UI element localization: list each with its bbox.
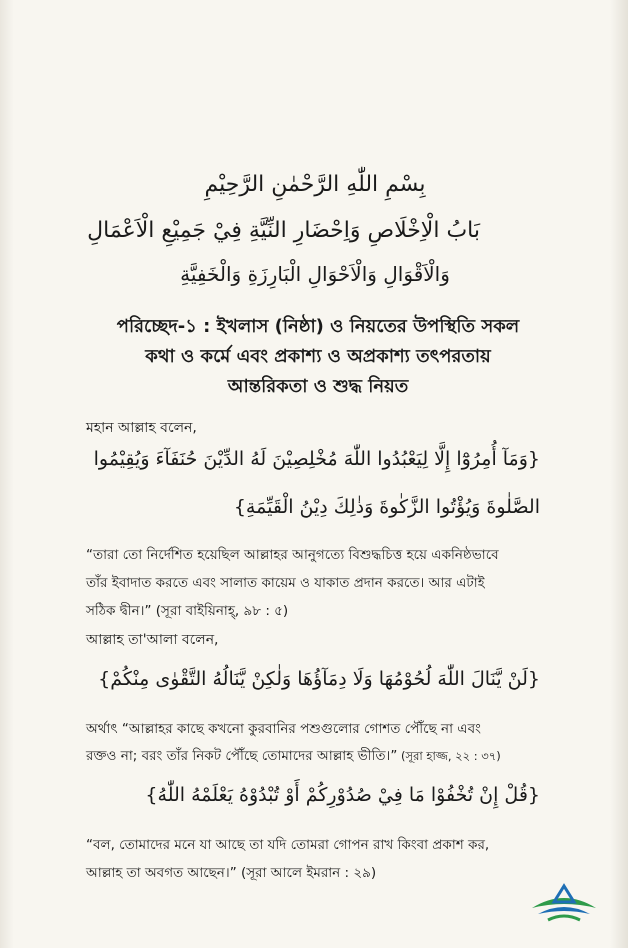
section2-translation-line-2: [86, 745, 501, 768]
section2-translation-text: রক্তও না; বরং তাঁর নিকট পৌঁছে তোমাদের আল্লাহ ভীতি।”: [86, 748, 398, 764]
section2-verse: {لَنْ يَّنَالَ اللّٰهَ لُحُوْمُهَا وَلَا دِمَآؤُهَا وَلٰكِنْ يَّنَالُهُ التَّقْوٰى مِنْكُمْ}: [98, 668, 540, 690]
section2-reference: (সূরা হাজ্জ, ২২ : ৩৭): [397, 749, 501, 763]
section1-translation-line-1: “তারা তো নির্দেশিত হয়েছিল আল্লাহর আনুগত্যে বিশুদ্ধচিত্ত হয়ে একনিষ্ঠভাবে: [86, 547, 499, 563]
publisher-logo-icon: [528, 878, 600, 928]
section2-intro: আল্লাহ তা'আলা বলেন,: [86, 632, 219, 648]
chapter-arabic-line-1: بَابُ الْاِخْلَاصِ وَاِحْضَارِ النِّيَّةِ فِيْ جَمِيْعِ الْاَعْمَالِ: [87, 218, 480, 243]
chapter-title-line-2: কথা ও কর্মে এবং প্রকাশ্য ও অপ্রকাশ্য তৎপরতায়: [145, 346, 491, 367]
section1-intro: মহান আল্লাহ বলেন,: [86, 420, 197, 436]
section1-translation-line-2: তাঁর ইবাদাত করতে এবং সালাত কায়েম ও যাকাত প্রদান করতে। আর এটাই: [86, 575, 485, 591]
bismillah: بِسْمِ اللّٰهِ الرَّحْمٰنِ الرَّحِيْمِ: [204, 172, 426, 197]
chapter-title-line-1: পরিচ্ছেদ-১ : ইখলাস (নিষ্ঠা) ও নিয়তের উপস্থিতি সকল: [116, 316, 520, 337]
chapter-arabic-line-2: وَالْاَقْوَالِ وَالْاَحْوَالِ الْبَارِزَةِ وَالْخَفِيَّةِ: [180, 262, 450, 286]
section3-translation-line-1: “বল, তোমাদের মনে যা আছে তা যদি তোমরা গোপন রাখ কিংবা প্রকাশ কর,: [86, 837, 490, 853]
section1-translation-line-3: সঠিক দ্বীন।” (সূরা বাইয়িনাহ্, ৯৮ : ৫): [86, 603, 289, 619]
section2-translation-line-1: অর্থাৎ “আল্লাহর কাছে কখনো কুরবানির পশুগুলোর গোশত পৌঁছে না এবং: [86, 721, 481, 737]
chapter-title-line-3: আন্তরিকতা ও শুদ্ধ নিয়ত: [227, 376, 409, 397]
section1-verse-line-2: الصَّلٰوةَ وَيُؤْتُوا الزَّكٰوةَ وَذٰلِكَ دِيْنُ الْقَيِّمَةِ}: [233, 496, 540, 518]
section3-translation-line-2: আল্লাহ তা অবগত আছেন।” (সূরা আলে ইমরান : ২৯): [86, 865, 377, 881]
section3-verse: {قُلْ إِنْ تُخْفُوْا مَا فِيْ صُدُوْرِكُمْ أَوْ تُبْدُوْهُ يَعْلَمْهُ اللّٰهُ}: [145, 784, 540, 806]
section1-verse-line-1: {وَمَآ أُمِرُوْٓا إِلَّا لِيَعْبُدُوا اللّٰهَ مُخْلِصِيْنَ لَهُ الدِّيْنَ حُنَفَآءَ وَيُقِيْمُوا: [93, 448, 540, 470]
